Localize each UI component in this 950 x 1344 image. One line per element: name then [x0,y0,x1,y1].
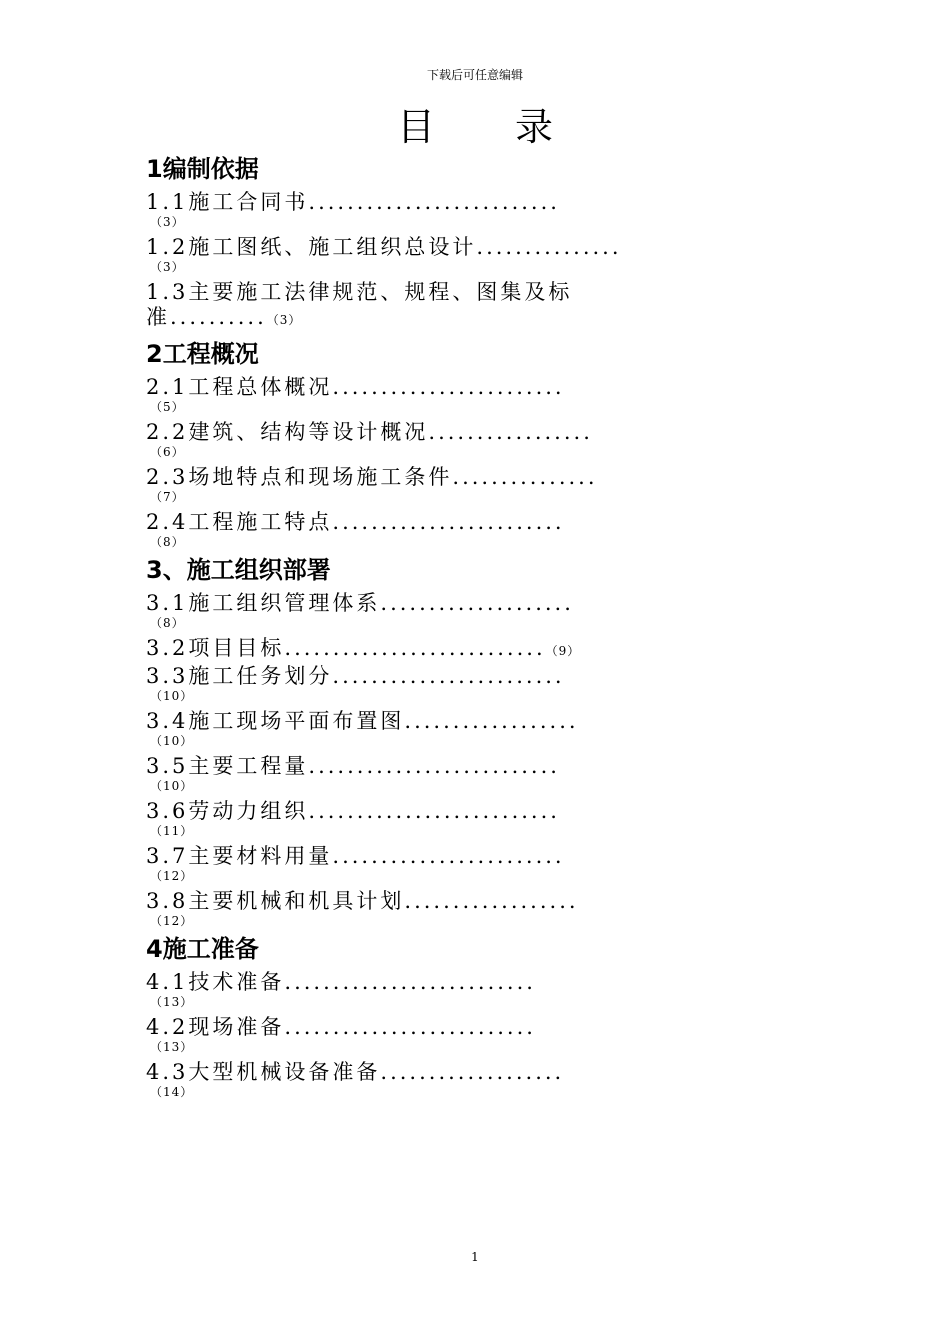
toc-page-number: （10） [150,689,194,703]
toc-entry[interactable]: 2.4工程施工特点........................ [146,510,565,534]
toc-entry-text: 3.2项目目标........................... [146,636,546,660]
toc-page-number: （12） [150,914,194,928]
toc-entry[interactable]: 3.3施工任务划分........................ [146,664,565,688]
toc-entry[interactable]: 3.5主要工程量.......................... [146,754,560,778]
toc-entry[interactable]: 3.1施工组织管理体系.................... [146,591,574,615]
toc-entry[interactable]: 1.2施工图纸、施工组织总设计............... [146,235,622,259]
toc-page-number: （6） [150,445,185,459]
toc-page-number: （7） [150,490,185,504]
toc-entry[interactable]: 4.2现场准备.......................... [146,1015,536,1039]
toc-entry[interactable]: 4.1技术准备.......................... [146,970,536,994]
toc-entry[interactable]: 2.1工程总体概况........................ [146,375,565,399]
toc-entry[interactable]: 3.4施工现场平面布置图.................. [146,709,579,733]
toc-page-number: （3） [266,313,302,327]
page-title: 目录 [396,105,633,149]
toc-page-number: （12） [150,869,194,883]
toc-page-number: （13） [150,995,194,1009]
toc-page-number: （14） [150,1085,194,1099]
toc-entry[interactable]: 1.1施工合同书.......................... [146,190,560,214]
toc-page-number: （10） [150,734,194,748]
table-of-contents [146,150,806,1105]
toc-page-number: （11） [150,824,194,838]
toc-page-number: （10） [150,779,194,793]
toc-entry[interactable]: 1.3主要施工法律规范、规程、图集及标 [146,280,573,304]
toc-page-number: （13） [150,1040,194,1054]
toc-page-number: （9） [545,644,581,658]
section-heading: 4施工准备 [146,935,259,963]
toc-entry-text: 准.......... [146,305,267,329]
toc-page-number: （8） [150,616,185,630]
toc-entry[interactable] [146,636,806,664]
toc-page-number: （3） [150,215,185,229]
toc-entry-continued[interactable] [146,305,806,333]
toc-entry[interactable]: 2.2建筑、结构等设计概况................. [146,420,593,444]
toc-entry[interactable]: 4.3大型机械设备准备................... [146,1060,565,1084]
toc-page-number: （8） [150,535,185,549]
page-number-footer: 1 [471,1250,479,1264]
toc-entry[interactable]: 3.7主要材料用量........................ [146,844,565,868]
toc-entry[interactable]: 3.8主要机械和机具计划.................. [146,889,579,913]
page-header: 下载后可任意编辑 [426,68,523,82]
section-heading: 1编制依据 [146,155,259,183]
section-heading: 3、施工组织部署 [146,556,331,584]
toc-entry[interactable]: 2.3场地特点和现场施工条件............... [146,465,598,489]
toc-page-number: （3） [150,260,185,274]
toc-entry[interactable]: 3.6劳动力组织.......................... [146,799,560,823]
section-heading: 2工程概况 [146,340,259,368]
toc-page-number: （5） [150,400,185,414]
